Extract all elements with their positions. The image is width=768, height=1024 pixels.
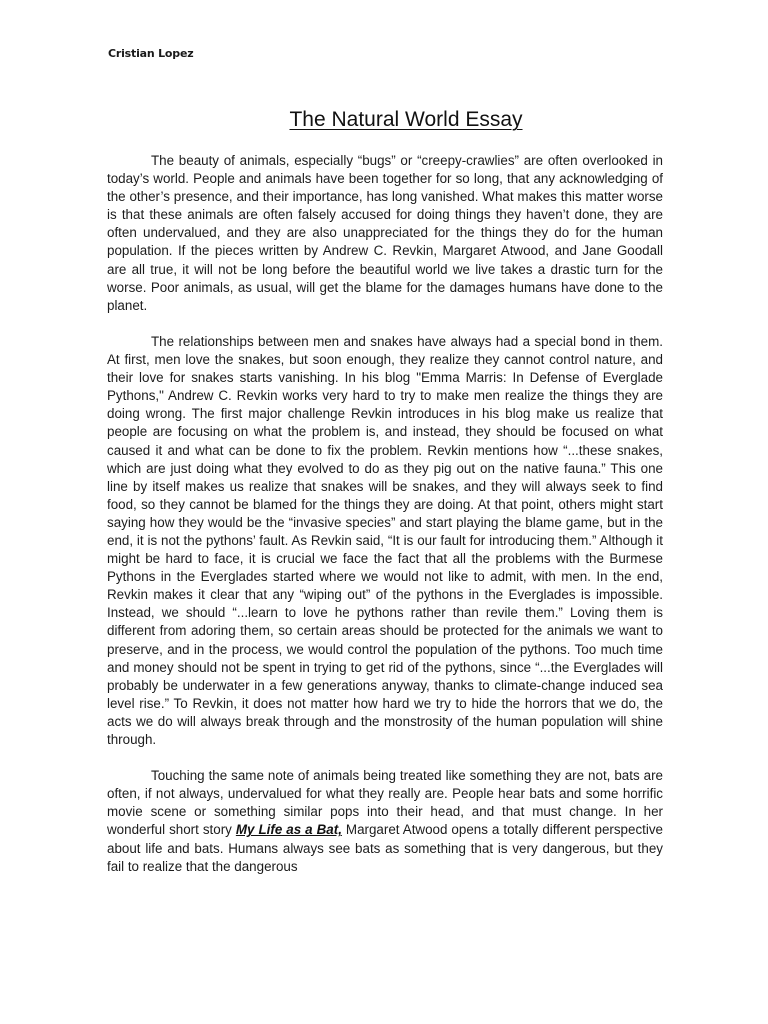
paragraph-intro: The beauty of animals, especially “bugs” or “creepy-crawlies” are often overlooked in today’s world. People and animals have been together for so long, that any acknowledging of the other’s presence, and their importance, has long vanished. What makes this matter worse is that these animals are often falsely accused for doing things they haven’t done, they are often undervalued, and they are also unappreciated for the things they do for the human population. If the pieces written by Andrew C. Revkin, Margaret Atwood, and Jane Goodall are all true, it will not be long before the beautiful world we live takes a drastic turn for the worse. Poor animals, as usual, will get the blame for the damages humans have done to the planet.: [107, 153, 663, 313]
paragraph-snakes: The relationships between men and snakes have always had a special bond in them. At first, men love the snakes, but soon enough, they realize they cannot control nature, and their love for snakes starts vanishing. In his blog "Emma Marris: In Defense of Everglade Pythons," Andrew C. Revkin works very hard to try to make men realize the things they are doing wrong. The first major challenge Revkin introduces in his blog make us realize that people are focusing on what the problem is, and instead, they should be focused on what caused it and what can be done to fix the problem. Revkin mentions how “...these snakes, which are just doing what they evolved to do as they pig out on the native fauna.” This one line by itself makes us realize that snakes will be snakes, and they will always seek to find food, so they cannot be blamed for the things they are doing. At that point, others might start saying how they would be the “invasive species” and start playing the blame game, but in the end, it is not the pythons’ fault. As Revkin said, “It is our fault for introducing them.” Although it might be hard to face, it is crucial we face the fact that all the problems with the Burmese Pythons in the Everglades started where we would not like to admit, with men. In the end, Revkin makes it clear that any “wiping out” of the pythons in the Everglades is impossible. Instead, we should “...learn to love he pythons rather than revile them.” Loving them is different from adoring them, so certain areas should be protected for the animals we want to preserve, and in the process, we would control the population of the pythons. Too much time and money should not be spent in trying to get rid of the pythons, since “...the Everglades will probably be underwater in a few generations anyway, thanks to climate-change induced sea level rise.” To Revkin, it does not matter how hard we try to hide the horrors that we do, the acts we do will always break through and the monstrosity of the human population will shine through.: [107, 333, 663, 747]
paragraph-bats: [107, 767, 663, 876]
essay-body: [107, 152, 663, 894]
story-title: My Life as a Bat,: [235, 822, 342, 838]
paragraph-bats-text-after: Margaret Atwood opens a totally different perspective about life and bats. Humans always see bats as something that is very dangerous, but they fail to realize that the dangerous: [107, 822, 663, 874]
author-name: Cristian Lopez: [108, 47, 194, 60]
paragraph-bats-text-before: Touching the same note of animals being treated like something they are not, bats are often, if not always, undervalued for what they really are. People hear bats and some horrific movie scene or something similar pops into their head, and that must change. In her wonderful short story: [107, 768, 663, 838]
essay-title: The Natural World Essay: [289, 108, 523, 131]
